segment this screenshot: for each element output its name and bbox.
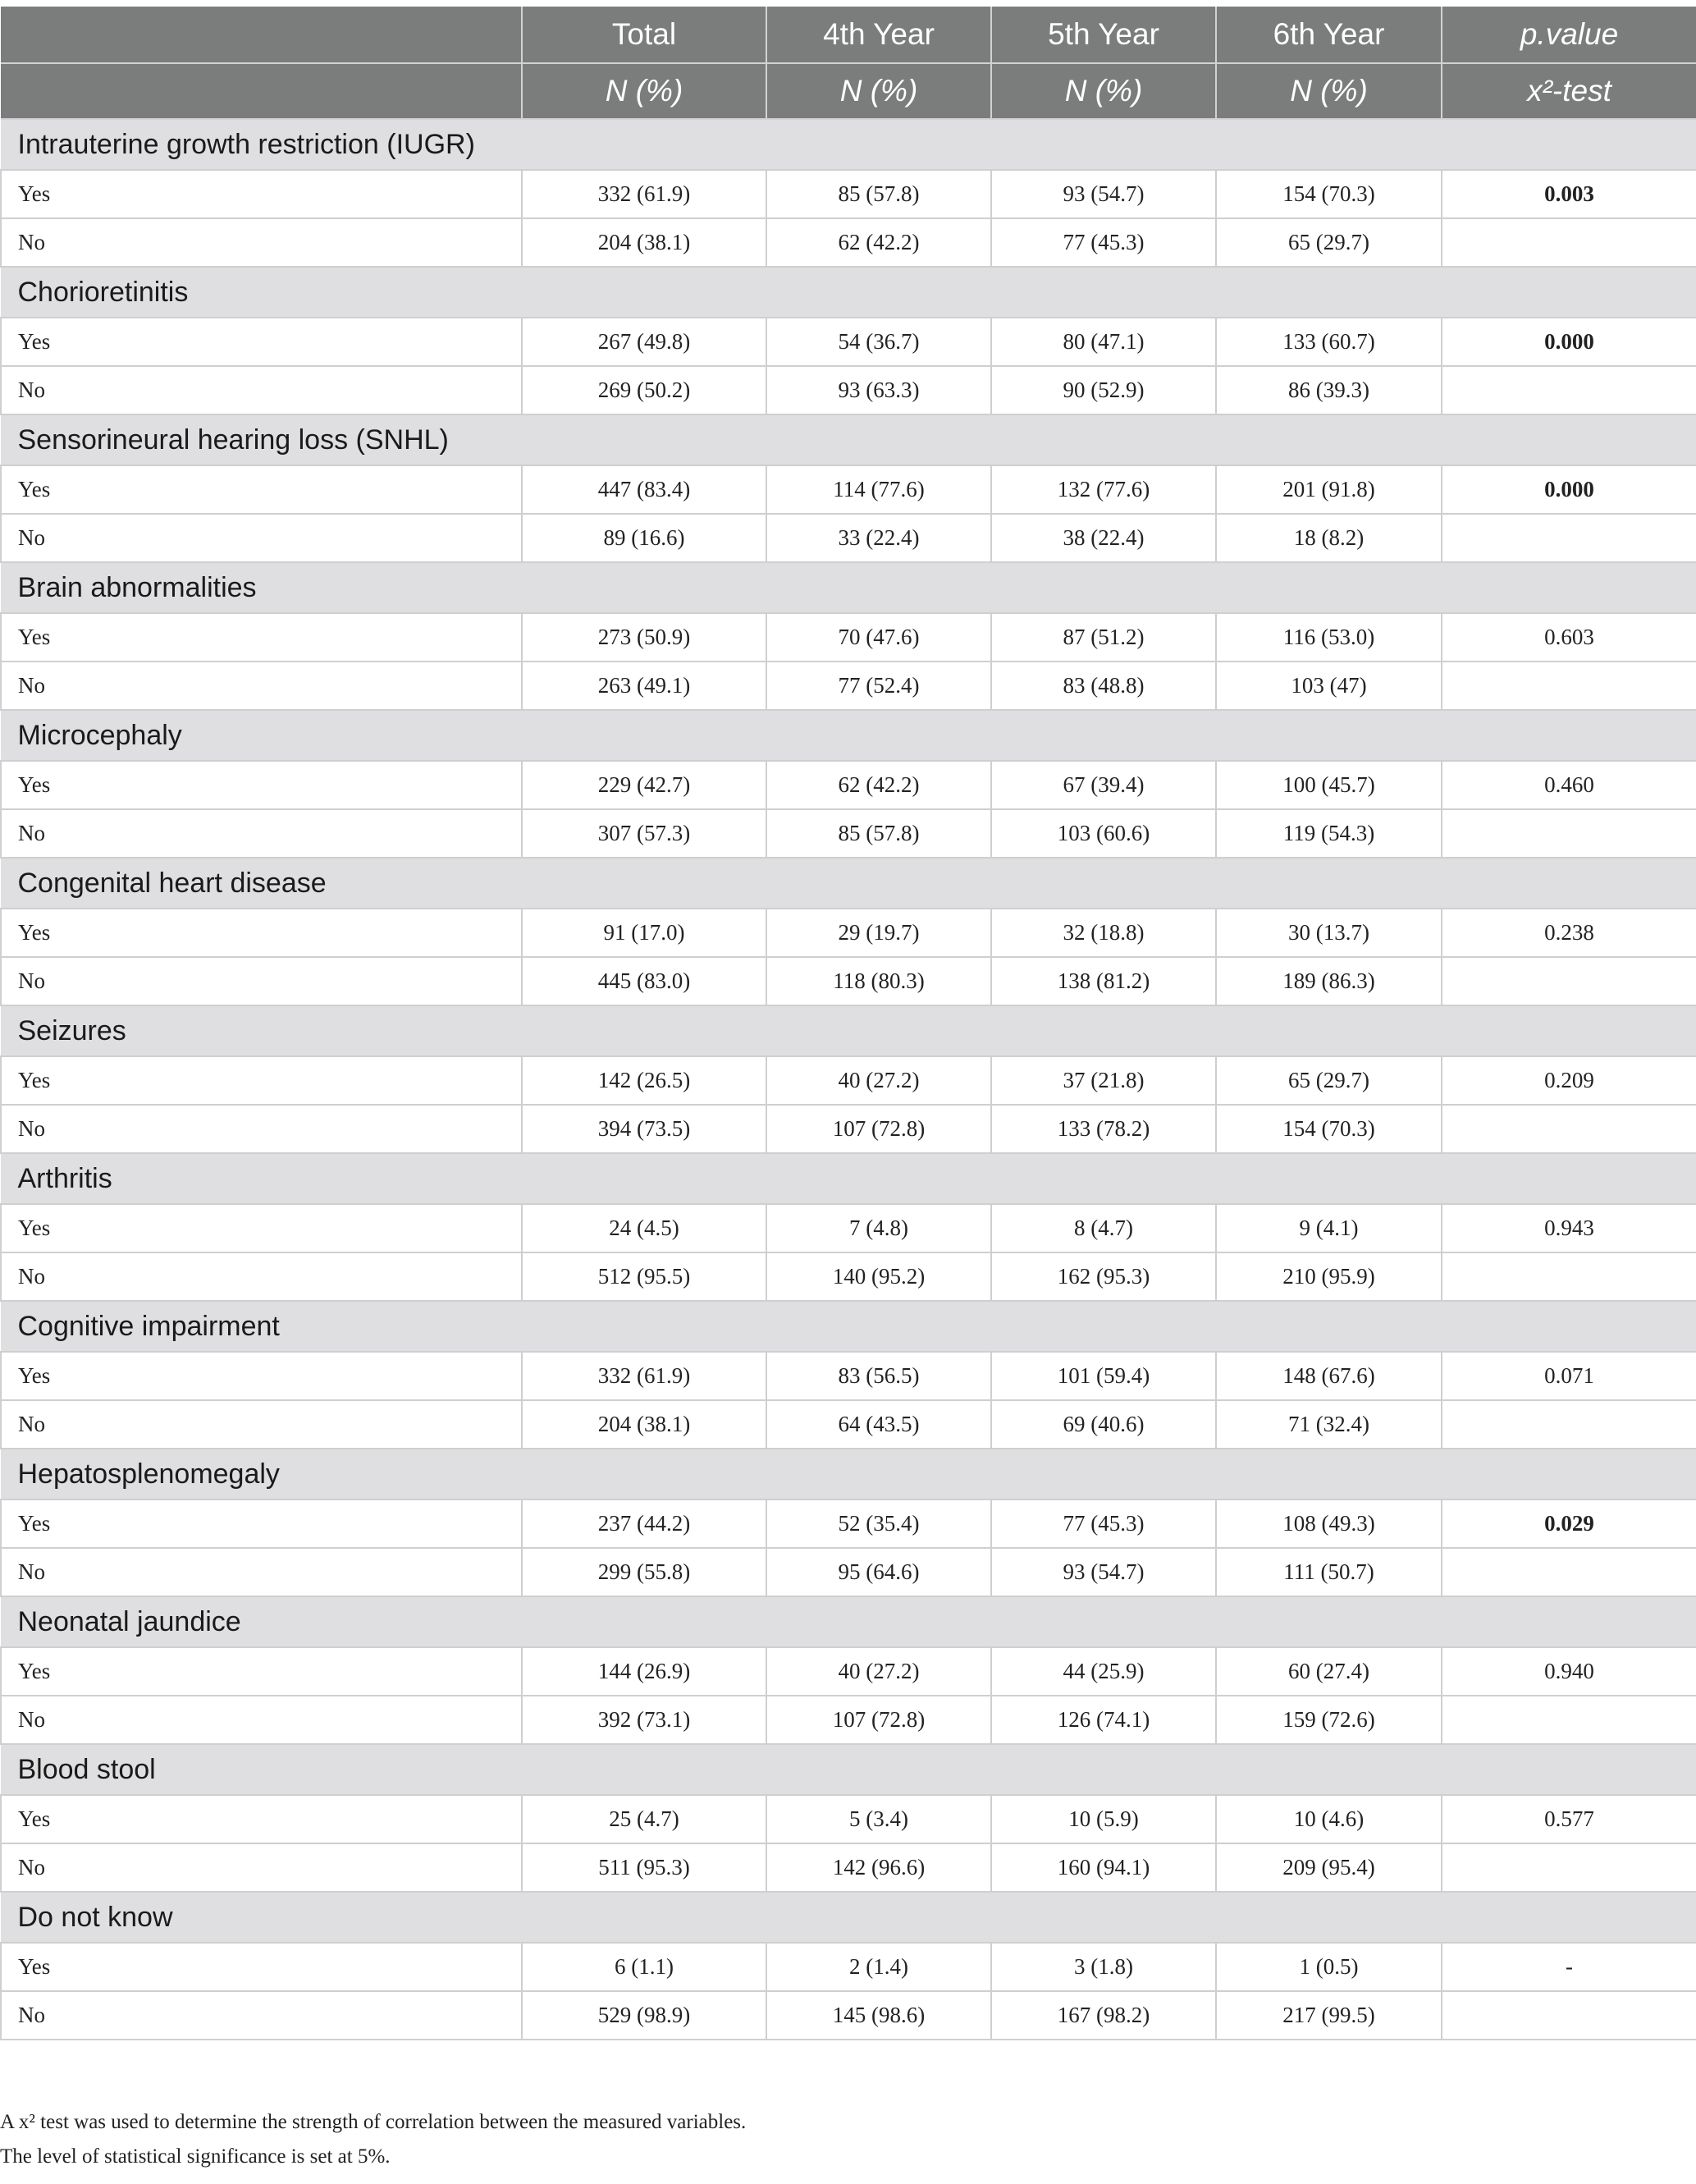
cell-6th-year: 1 (0.5) — [1216, 1943, 1442, 1991]
cell-p-value: - — [1442, 1943, 1696, 1991]
cell-5th-year: 103 (60.6) — [991, 809, 1216, 858]
group-title: Cognitive impairment — [1, 1301, 1696, 1352]
cell-p-value — [1442, 1252, 1696, 1301]
cell-4th-year: 107 (72.8) — [766, 1105, 991, 1153]
row-label: Yes — [1, 1056, 522, 1105]
table-row-yes — [1, 613, 1696, 662]
group-header-row — [1, 1005, 1696, 1056]
cell-p-value: 0.577 — [1442, 1795, 1696, 1843]
cell-4th-year: 145 (98.6) — [766, 1991, 991, 2040]
group-title: Congenital heart disease — [1, 858, 1696, 909]
row-label: No — [1, 514, 522, 562]
table-row-no — [1, 218, 1696, 267]
header-5th-year-unit — [991, 63, 1216, 119]
cell-total: 89 (16.6) — [522, 514, 766, 562]
cell-6th-year: 86 (39.3) — [1216, 366, 1442, 414]
table-row-no — [1, 1105, 1696, 1153]
row-label: Yes — [1, 1943, 522, 1991]
table-row-yes — [1, 1647, 1696, 1696]
row-label: No — [1, 1105, 522, 1153]
cell-total: 144 (26.9) — [522, 1647, 766, 1696]
group-title: Arthritis — [1, 1153, 1696, 1204]
cell-total: 91 (17.0) — [522, 909, 766, 957]
cell-5th-year: 3 (1.8) — [991, 1943, 1216, 1991]
cell-6th-year: 148 (67.6) — [1216, 1352, 1442, 1400]
cell-p-value — [1442, 1105, 1696, 1153]
cell-total: 394 (73.5) — [522, 1105, 766, 1153]
cell-4th-year: 52 (35.4) — [766, 1499, 991, 1548]
cell-total: 267 (49.8) — [522, 318, 766, 366]
header-p-value-text: p.value — [1520, 17, 1619, 51]
cell-6th-year: 10 (4.6) — [1216, 1795, 1442, 1843]
row-label: Yes — [1, 1204, 522, 1252]
group-header-row — [1, 267, 1696, 318]
row-label: No — [1, 1252, 522, 1301]
cell-4th-year: 93 (63.3) — [766, 366, 991, 414]
cell-total: 447 (83.4) — [522, 465, 766, 514]
group-title: Do not know — [1, 1892, 1696, 1943]
cell-p-value: 0.003 — [1442, 170, 1696, 218]
cell-4th-year: 64 (43.5) — [766, 1400, 991, 1449]
row-label: Yes — [1, 1647, 522, 1696]
table-row-no — [1, 1400, 1696, 1449]
cell-5th-year: 37 (21.8) — [991, 1056, 1216, 1105]
row-label: Yes — [1, 465, 522, 514]
cell-total: 25 (4.7) — [522, 1795, 766, 1843]
row-label: No — [1, 1991, 522, 2040]
header-test-name — [1442, 63, 1696, 119]
group-title: Seizures — [1, 1005, 1696, 1056]
cell-total: 204 (38.1) — [522, 1400, 766, 1449]
row-label: No — [1, 366, 522, 414]
cell-p-value — [1442, 809, 1696, 858]
table-row-yes — [1, 1352, 1696, 1400]
row-label: Yes — [1, 1352, 522, 1400]
unit-text: N (%) — [1290, 74, 1368, 108]
table-row-no — [1, 1843, 1696, 1892]
table-row-yes — [1, 1795, 1696, 1843]
cell-p-value: 0.238 — [1442, 909, 1696, 957]
cell-5th-year: 32 (18.8) — [991, 909, 1216, 957]
group-header-row — [1, 1301, 1696, 1352]
table-row-yes — [1, 1056, 1696, 1105]
cell-5th-year: 38 (22.4) — [991, 514, 1216, 562]
table-header — [1, 7, 1696, 119]
cell-5th-year: 83 (48.8) — [991, 662, 1216, 710]
cell-5th-year: 10 (5.9) — [991, 1795, 1216, 1843]
table-row-no — [1, 1548, 1696, 1596]
group-title: Hepatosplenomegaly — [1, 1449, 1696, 1499]
cell-total: 445 (83.0) — [522, 957, 766, 1005]
cell-5th-year: 133 (78.2) — [991, 1105, 1216, 1153]
cell-5th-year: 90 (52.9) — [991, 366, 1216, 414]
unit-text: N (%) — [839, 74, 918, 108]
header-4th-year-unit — [766, 63, 991, 119]
cell-5th-year: 69 (40.6) — [991, 1400, 1216, 1449]
table-body — [1, 119, 1696, 2040]
cell-p-value — [1442, 366, 1696, 414]
cell-4th-year: 40 (27.2) — [766, 1056, 991, 1105]
cell-p-value — [1442, 1400, 1696, 1449]
cell-p-value — [1442, 1548, 1696, 1596]
cell-5th-year: 87 (51.2) — [991, 613, 1216, 662]
unit-text: N (%) — [1064, 74, 1143, 108]
table-row-yes — [1, 909, 1696, 957]
table-row-no — [1, 514, 1696, 562]
cell-6th-year: 111 (50.7) — [1216, 1548, 1442, 1596]
group-header-row — [1, 1596, 1696, 1647]
cell-total: 142 (26.5) — [522, 1056, 766, 1105]
header-empty-2 — [1, 63, 522, 119]
table-row-yes — [1, 465, 1696, 514]
cell-p-value: 0.029 — [1442, 1499, 1696, 1548]
test-name-text: x²-test — [1527, 74, 1611, 108]
group-title: Chorioretinitis — [1, 267, 1696, 318]
cell-6th-year: 201 (91.8) — [1216, 465, 1442, 514]
cell-total: 269 (50.2) — [522, 366, 766, 414]
cell-total: 332 (61.9) — [522, 1352, 766, 1400]
cell-6th-year: 133 (60.7) — [1216, 318, 1442, 366]
header-5th-year: 5th Year — [991, 7, 1216, 63]
cell-p-value: 0.603 — [1442, 613, 1696, 662]
cell-5th-year: 80 (47.1) — [991, 318, 1216, 366]
group-header-row — [1, 1744, 1696, 1795]
group-title: Intrauterine growth restriction (IUGR) — [1, 119, 1696, 170]
row-label: No — [1, 809, 522, 858]
row-label: No — [1, 1400, 522, 1449]
cell-4th-year: 142 (96.6) — [766, 1843, 991, 1892]
cell-total: 229 (42.7) — [522, 761, 766, 809]
cell-4th-year: 2 (1.4) — [766, 1943, 991, 1991]
row-label: Yes — [1, 1499, 522, 1548]
cell-4th-year: 140 (95.2) — [766, 1252, 991, 1301]
header-6th-year-unit — [1216, 63, 1442, 119]
table-row-no — [1, 1252, 1696, 1301]
cell-p-value: 0.940 — [1442, 1647, 1696, 1696]
group-title: Blood stool — [1, 1744, 1696, 1795]
cell-6th-year: 154 (70.3) — [1216, 170, 1442, 218]
cell-5th-year: 160 (94.1) — [991, 1843, 1216, 1892]
row-label: Yes — [1, 1795, 522, 1843]
table-row-no — [1, 662, 1696, 710]
cell-6th-year: 217 (99.5) — [1216, 1991, 1442, 2040]
cell-p-value — [1442, 1991, 1696, 2040]
row-label: No — [1, 218, 522, 267]
cell-total: 529 (98.9) — [522, 1991, 766, 2040]
cell-total: 237 (44.2) — [522, 1499, 766, 1548]
cell-5th-year: 67 (39.4) — [991, 761, 1216, 809]
cell-total: 263 (49.1) — [522, 662, 766, 710]
cell-6th-year: 108 (49.3) — [1216, 1499, 1442, 1548]
group-header-row — [1, 119, 1696, 170]
cell-p-value — [1442, 1696, 1696, 1744]
table-row-no — [1, 1991, 1696, 2040]
cell-6th-year: 65 (29.7) — [1216, 1056, 1442, 1105]
cell-p-value — [1442, 662, 1696, 710]
table-row-no — [1, 1696, 1696, 1744]
row-label: Yes — [1, 170, 522, 218]
cell-total: 332 (61.9) — [522, 170, 766, 218]
table-row-no — [1, 366, 1696, 414]
cell-total: 204 (38.1) — [522, 218, 766, 267]
cell-5th-year: 138 (81.2) — [991, 957, 1216, 1005]
header-6th-year: 6th Year — [1216, 7, 1442, 63]
cell-6th-year: 159 (72.6) — [1216, 1696, 1442, 1744]
cell-4th-year: 54 (36.7) — [766, 318, 991, 366]
cell-total: 299 (55.8) — [522, 1548, 766, 1596]
cell-5th-year: 93 (54.7) — [991, 170, 1216, 218]
cell-p-value: 0.460 — [1442, 761, 1696, 809]
cell-4th-year: 95 (64.6) — [766, 1548, 991, 1596]
cell-total: 273 (50.9) — [522, 613, 766, 662]
cell-5th-year: 101 (59.4) — [991, 1352, 1216, 1400]
row-label: Yes — [1, 761, 522, 809]
cell-4th-year: 77 (52.4) — [766, 662, 991, 710]
cell-4th-year: 62 (42.2) — [766, 218, 991, 267]
cell-4th-year: 29 (19.7) — [766, 909, 991, 957]
cell-6th-year: 154 (70.3) — [1216, 1105, 1442, 1153]
header-empty — [1, 7, 522, 63]
cell-6th-year: 71 (32.4) — [1216, 1400, 1442, 1449]
cell-6th-year: 189 (86.3) — [1216, 957, 1442, 1005]
cell-total: 6 (1.1) — [522, 1943, 766, 1991]
cell-5th-year: 77 (45.3) — [991, 218, 1216, 267]
footnote-test: A x² test was used to determine the strength of correlation between the measured variables. — [0, 2111, 747, 2133]
cell-5th-year: 126 (74.1) — [991, 1696, 1216, 1744]
cell-4th-year: 85 (57.8) — [766, 809, 991, 858]
header-total: Total — [522, 7, 766, 63]
group-title: Microcephaly — [1, 710, 1696, 761]
table-row-yes — [1, 170, 1696, 218]
cell-total: 512 (95.5) — [522, 1252, 766, 1301]
group-header-row — [1, 1153, 1696, 1204]
header-4th-year: 4th Year — [766, 7, 991, 63]
cell-6th-year: 18 (8.2) — [1216, 514, 1442, 562]
cell-p-value — [1442, 514, 1696, 562]
group-title: Neonatal jaundice — [1, 1596, 1696, 1647]
row-label: Yes — [1, 613, 522, 662]
cell-total: 307 (57.3) — [522, 809, 766, 858]
table-row-no — [1, 957, 1696, 1005]
cell-5th-year: 93 (54.7) — [991, 1548, 1216, 1596]
cell-6th-year: 209 (95.4) — [1216, 1843, 1442, 1892]
cell-p-value — [1442, 1843, 1696, 1892]
group-header-row — [1, 562, 1696, 613]
cell-4th-year: 118 (80.3) — [766, 957, 991, 1005]
row-label: Yes — [1, 318, 522, 366]
cell-4th-year: 5 (3.4) — [766, 1795, 991, 1843]
header-row-units — [1, 63, 1696, 119]
cell-total: 24 (4.5) — [522, 1204, 766, 1252]
row-label: No — [1, 662, 522, 710]
header-total-unit — [522, 63, 766, 119]
group-header-row — [1, 1449, 1696, 1499]
cell-6th-year: 60 (27.4) — [1216, 1647, 1442, 1696]
group-header-row — [1, 858, 1696, 909]
cell-4th-year: 85 (57.8) — [766, 170, 991, 218]
group-title: Brain abnormalities — [1, 562, 1696, 613]
cell-5th-year: 162 (95.3) — [991, 1252, 1216, 1301]
cell-5th-year: 77 (45.3) — [991, 1499, 1216, 1548]
cell-p-value — [1442, 218, 1696, 267]
cell-4th-year: 107 (72.8) — [766, 1696, 991, 1744]
table-row-yes — [1, 1204, 1696, 1252]
cell-p-value: 0.943 — [1442, 1204, 1696, 1252]
table-row-no — [1, 809, 1696, 858]
table-row-yes — [1, 761, 1696, 809]
cell-4th-year: 83 (56.5) — [766, 1352, 991, 1400]
cell-4th-year: 62 (42.2) — [766, 761, 991, 809]
row-label: No — [1, 957, 522, 1005]
cell-p-value: 0.209 — [1442, 1056, 1696, 1105]
cell-6th-year: 9 (4.1) — [1216, 1204, 1442, 1252]
unit-text: N (%) — [605, 74, 683, 108]
table-row-yes — [1, 318, 1696, 366]
cell-6th-year: 30 (13.7) — [1216, 909, 1442, 957]
footnote-significance: The level of statistical significance is set at 5%. — [0, 2145, 391, 2168]
cell-4th-year: 114 (77.6) — [766, 465, 991, 514]
cell-4th-year: 33 (22.4) — [766, 514, 991, 562]
group-header-row — [1, 414, 1696, 465]
cell-p-value: 0.000 — [1442, 318, 1696, 366]
row-label: No — [1, 1548, 522, 1596]
group-header-row — [1, 710, 1696, 761]
table-row-yes — [1, 1499, 1696, 1548]
row-label: Yes — [1, 909, 522, 957]
cell-total: 392 (73.1) — [522, 1696, 766, 1744]
cell-5th-year: 132 (77.6) — [991, 465, 1216, 514]
cell-6th-year: 119 (54.3) — [1216, 809, 1442, 858]
cell-5th-year: 44 (25.9) — [991, 1647, 1216, 1696]
row-label: No — [1, 1696, 522, 1744]
cell-5th-year: 8 (4.7) — [991, 1204, 1216, 1252]
table-footnotes — [0, 2109, 1696, 2178]
cell-p-value: 0.000 — [1442, 465, 1696, 514]
header-p-value — [1442, 7, 1696, 63]
results-table — [0, 7, 1696, 2040]
header-row-titles — [1, 7, 1696, 63]
cell-6th-year: 116 (53.0) — [1216, 613, 1442, 662]
cell-p-value: 0.071 — [1442, 1352, 1696, 1400]
cell-4th-year: 40 (27.2) — [766, 1647, 991, 1696]
cell-4th-year: 70 (47.6) — [766, 613, 991, 662]
cell-6th-year: 103 (47) — [1216, 662, 1442, 710]
cell-6th-year: 65 (29.7) — [1216, 218, 1442, 267]
cell-6th-year: 210 (95.9) — [1216, 1252, 1442, 1301]
table-row-yes — [1, 1943, 1696, 1991]
group-title: Sensorineural hearing loss (SNHL) — [1, 414, 1696, 465]
cell-total: 511 (95.3) — [522, 1843, 766, 1892]
cell-4th-year: 7 (4.8) — [766, 1204, 991, 1252]
row-label: No — [1, 1843, 522, 1892]
cell-p-value — [1442, 957, 1696, 1005]
group-header-row — [1, 1892, 1696, 1943]
cell-5th-year: 167 (98.2) — [991, 1991, 1216, 2040]
cell-6th-year: 100 (45.7) — [1216, 761, 1442, 809]
